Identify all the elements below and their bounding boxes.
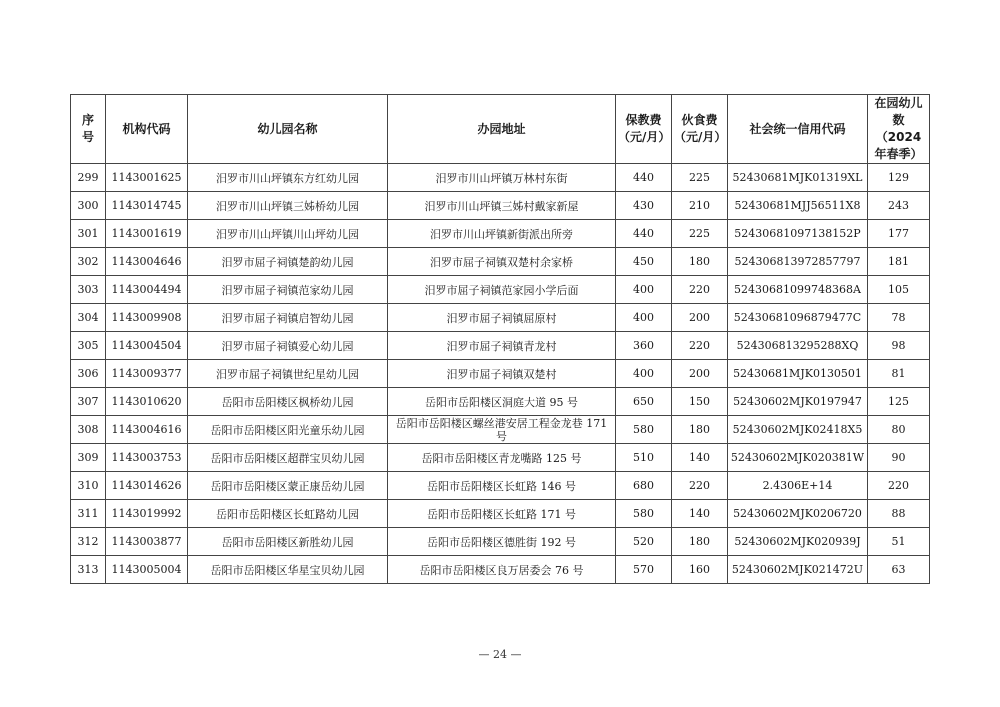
header-address: 办园地址 xyxy=(388,95,616,164)
cell-seq: 312 xyxy=(71,528,106,556)
table-row xyxy=(71,500,930,528)
header-code: 机构代码 xyxy=(106,95,188,164)
cell-enrollment: 80 xyxy=(868,416,930,444)
cell-meal-fee: 210 xyxy=(672,192,728,220)
cell-address: 岳阳市岳阳楼区洞庭大道 95 号 xyxy=(388,388,616,416)
cell-name: 汨罗市屈子祠镇启智幼儿园 xyxy=(188,304,388,332)
cell-seq: 301 xyxy=(71,220,106,248)
cell-care-fee: 520 xyxy=(616,528,672,556)
cell-meal-fee: 220 xyxy=(672,332,728,360)
table-header-row xyxy=(71,95,930,164)
cell-credit-code: 52430681MJK0130501 xyxy=(728,360,868,388)
cell-credit-code: 52430602MJK0197947 xyxy=(728,388,868,416)
cell-enrollment: 98 xyxy=(868,332,930,360)
cell-enrollment: 243 xyxy=(868,192,930,220)
cell-seq: 300 xyxy=(71,192,106,220)
cell-meal-fee: 200 xyxy=(672,304,728,332)
cell-address: 汨罗市屈子祠镇双楚村余家桥 xyxy=(388,248,616,276)
cell-seq: 306 xyxy=(71,360,106,388)
cell-enrollment: 125 xyxy=(868,388,930,416)
cell-name: 岳阳市岳阳楼区华星宝贝幼儿园 xyxy=(188,556,388,584)
cell-meal-fee: 200 xyxy=(672,360,728,388)
cell-code: 1143003877 xyxy=(106,528,188,556)
cell-meal-fee: 160 xyxy=(672,556,728,584)
cell-name: 岳阳市岳阳楼区长虹路幼儿园 xyxy=(188,500,388,528)
cell-seq: 310 xyxy=(71,472,106,500)
cell-care-fee: 400 xyxy=(616,360,672,388)
cell-enrollment: 220 xyxy=(868,472,930,500)
cell-code: 1143009908 xyxy=(106,304,188,332)
cell-code: 1143001619 xyxy=(106,220,188,248)
cell-name: 岳阳市岳阳楼区超群宝贝幼儿园 xyxy=(188,444,388,472)
cell-code: 1143019992 xyxy=(106,500,188,528)
cell-name: 岳阳市岳阳楼区枫桥幼儿园 xyxy=(188,388,388,416)
cell-meal-fee: 225 xyxy=(672,220,728,248)
cell-address: 汨罗市川山坪镇三姊村戴家新屋 xyxy=(388,192,616,220)
cell-seq: 313 xyxy=(71,556,106,584)
cell-care-fee: 440 xyxy=(616,164,672,192)
cell-meal-fee: 150 xyxy=(672,388,728,416)
cell-enrollment: 177 xyxy=(868,220,930,248)
cell-seq: 305 xyxy=(71,332,106,360)
cell-address: 岳阳市岳阳楼区良万居委会 76 号 xyxy=(388,556,616,584)
cell-seq: 311 xyxy=(71,500,106,528)
cell-enrollment: 63 xyxy=(868,556,930,584)
table-row xyxy=(71,304,930,332)
cell-enrollment: 105 xyxy=(868,276,930,304)
cell-seq: 302 xyxy=(71,248,106,276)
table-row xyxy=(71,416,930,444)
cell-address: 汨罗市屈子祠镇范家园小学后面 xyxy=(388,276,616,304)
cell-code: 1143004616 xyxy=(106,416,188,444)
page-number: — 24 — xyxy=(478,648,522,661)
cell-name: 汨罗市川山坪镇东方红幼儿园 xyxy=(188,164,388,192)
cell-address: 岳阳市岳阳楼区长虹路 146 号 xyxy=(388,472,616,500)
cell-credit-code: 52430602MJK020381W xyxy=(728,444,868,472)
cell-meal-fee: 180 xyxy=(672,528,728,556)
table-row xyxy=(71,276,930,304)
cell-enrollment: 51 xyxy=(868,528,930,556)
cell-care-fee: 360 xyxy=(616,332,672,360)
cell-care-fee: 580 xyxy=(616,416,672,444)
cell-credit-code: 52430602MJK02418X5 xyxy=(728,416,868,444)
table-row xyxy=(71,444,930,472)
cell-address: 汨罗市屈子祠镇青龙村 xyxy=(388,332,616,360)
cell-seq: 307 xyxy=(71,388,106,416)
cell-name: 汨罗市屈子祠镇爱心幼儿园 xyxy=(188,332,388,360)
table-body xyxy=(71,164,930,584)
table-row xyxy=(71,528,930,556)
cell-enrollment: 90 xyxy=(868,444,930,472)
cell-meal-fee: 180 xyxy=(672,248,728,276)
cell-seq: 299 xyxy=(71,164,106,192)
cell-name: 汨罗市屈子祠镇世纪星幼儿园 xyxy=(188,360,388,388)
header-seq: 序 号 xyxy=(71,95,106,164)
table-row xyxy=(71,332,930,360)
kindergarten-fee-table xyxy=(70,94,930,584)
table-row xyxy=(71,220,930,248)
cell-care-fee: 400 xyxy=(616,304,672,332)
cell-code: 1143001625 xyxy=(106,164,188,192)
cell-care-fee: 510 xyxy=(616,444,672,472)
cell-credit-code: 52430681097138152P xyxy=(728,220,868,248)
cell-name: 岳阳市岳阳楼区蒙正康岳幼儿园 xyxy=(188,472,388,500)
table-row xyxy=(71,192,930,220)
cell-meal-fee: 225 xyxy=(672,164,728,192)
cell-code: 1143004646 xyxy=(106,248,188,276)
cell-seq: 303 xyxy=(71,276,106,304)
cell-meal-fee: 180 xyxy=(672,416,728,444)
cell-care-fee: 680 xyxy=(616,472,672,500)
cell-care-fee: 580 xyxy=(616,500,672,528)
cell-credit-code: 52430681MJJ56511X8 xyxy=(728,192,868,220)
cell-care-fee: 450 xyxy=(616,248,672,276)
cell-credit-code: 52430602MJK0206720 xyxy=(728,500,868,528)
header-credit-code: 社会统一信用代码 xyxy=(728,95,868,164)
cell-code: 1143010620 xyxy=(106,388,188,416)
cell-name: 汨罗市川山坪镇川山坪幼儿园 xyxy=(188,220,388,248)
cell-care-fee: 650 xyxy=(616,388,672,416)
cell-credit-code: 52430681096879477C xyxy=(728,304,868,332)
cell-credit-code: 52430602MJK021472U xyxy=(728,556,868,584)
cell-address: 岳阳市岳阳楼区德胜街 192 号 xyxy=(388,528,616,556)
cell-name: 岳阳市岳阳楼区新胜幼儿园 xyxy=(188,528,388,556)
header-care-fee: 保教费 （元/月） xyxy=(616,95,672,164)
cell-address: 岳阳市岳阳楼区长虹路 171 号 xyxy=(388,500,616,528)
cell-care-fee: 430 xyxy=(616,192,672,220)
cell-care-fee: 400 xyxy=(616,276,672,304)
header-enrollment: 在园幼儿 数（2024 年春季） xyxy=(868,95,930,164)
cell-meal-fee: 220 xyxy=(672,472,728,500)
cell-code: 1143003753 xyxy=(106,444,188,472)
cell-code: 1143014745 xyxy=(106,192,188,220)
table-row xyxy=(71,388,930,416)
cell-name: 汨罗市川山坪镇三姊桥幼儿园 xyxy=(188,192,388,220)
cell-enrollment: 78 xyxy=(868,304,930,332)
cell-code: 1143004504 xyxy=(106,332,188,360)
cell-credit-code: 524306813295288XQ xyxy=(728,332,868,360)
cell-code: 1143005004 xyxy=(106,556,188,584)
cell-code: 1143009377 xyxy=(106,360,188,388)
cell-code: 1143014626 xyxy=(106,472,188,500)
cell-meal-fee: 140 xyxy=(672,444,728,472)
cell-enrollment: 181 xyxy=(868,248,930,276)
cell-name: 汨罗市屈子祠镇范家幼儿园 xyxy=(188,276,388,304)
cell-enrollment: 88 xyxy=(868,500,930,528)
cell-name: 汨罗市屈子祠镇楚韵幼儿园 xyxy=(188,248,388,276)
cell-credit-code: 52430681099748368A xyxy=(728,276,868,304)
cell-meal-fee: 140 xyxy=(672,500,728,528)
cell-meal-fee: 220 xyxy=(672,276,728,304)
cell-seq: 304 xyxy=(71,304,106,332)
cell-credit-code: 524306813972857797 xyxy=(728,248,868,276)
table-row xyxy=(71,164,930,192)
cell-address: 岳阳市岳阳楼区青龙嘴路 125 号 xyxy=(388,444,616,472)
cell-address: 岳阳市岳阳楼区螺丝港安居工程金龙巷 171 号 xyxy=(388,416,616,444)
cell-credit-code: 2.4306E+14 xyxy=(728,472,868,500)
cell-address: 汨罗市屈子祠镇双楚村 xyxy=(388,360,616,388)
cell-address: 汨罗市川山坪镇新街派出所旁 xyxy=(388,220,616,248)
table-row xyxy=(71,360,930,388)
cell-code: 1143004494 xyxy=(106,276,188,304)
header-name: 幼儿园名称 xyxy=(188,95,388,164)
cell-seq: 308 xyxy=(71,416,106,444)
cell-enrollment: 81 xyxy=(868,360,930,388)
cell-seq: 309 xyxy=(71,444,106,472)
cell-name: 岳阳市岳阳楼区阳光童乐幼儿园 xyxy=(188,416,388,444)
cell-care-fee: 570 xyxy=(616,556,672,584)
cell-address: 汨罗市川山坪镇万林村东街 xyxy=(388,164,616,192)
cell-credit-code: 52430681MJK01319XL xyxy=(728,164,868,192)
cell-care-fee: 440 xyxy=(616,220,672,248)
cell-enrollment: 129 xyxy=(868,164,930,192)
cell-credit-code: 52430602MJK020939J xyxy=(728,528,868,556)
header-meal-fee: 伙食费 （元/月） xyxy=(672,95,728,164)
table-row xyxy=(71,248,930,276)
table-row xyxy=(71,556,930,584)
cell-address: 汨罗市屈子祠镇屈原村 xyxy=(388,304,616,332)
table-row xyxy=(71,472,930,500)
